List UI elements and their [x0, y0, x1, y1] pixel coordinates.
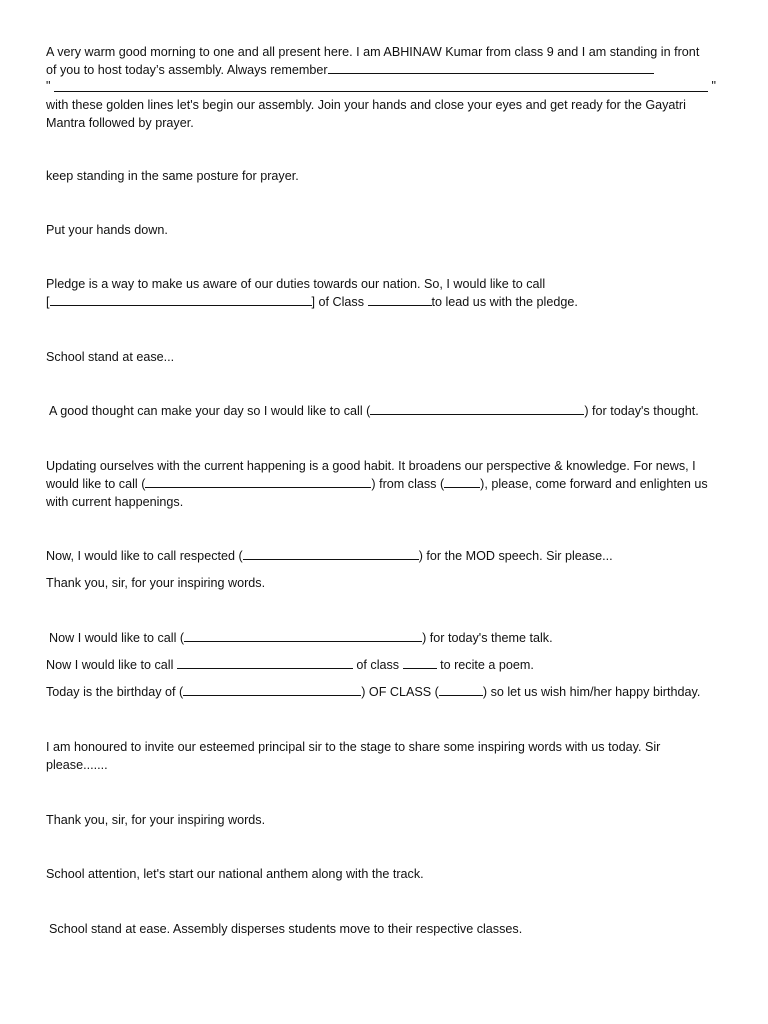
- mod-end-text: ) for the MOD speech. Sir please...: [418, 549, 613, 563]
- poem-line: [46, 656, 726, 674]
- news-name-blank[interactable]: [145, 475, 371, 488]
- thank-you-line-1: Thank you, sir, for your inspiring words.: [46, 576, 266, 590]
- stand-at-ease-line: School stand at ease...: [46, 350, 175, 364]
- thought-start-text: A good thought can make your day so I would like to call (: [49, 404, 371, 418]
- mod-line: [46, 547, 726, 565]
- theme-line-inner: [49, 629, 729, 647]
- poem-line-inner: [46, 656, 726, 674]
- pledge-class-blank[interactable]: [368, 293, 432, 306]
- golden-lines-quote-blank[interactable]: [46, 80, 716, 96]
- hands-down-line: Put your hands down.: [46, 223, 168, 237]
- theme-end-text: ) for today's theme talk.: [422, 631, 553, 645]
- pledge-class-text: ] of Class: [311, 295, 364, 309]
- poem-name-blank[interactable]: [177, 656, 353, 669]
- pledge-name-blank[interactable]: [50, 293, 312, 306]
- news-paragraph: [46, 457, 726, 511]
- principal-line-1: I am honoured to invite our esteemed principal sir to the stage to share some inspiring words with us today. Sir: [46, 740, 661, 754]
- intro-line-1: A very warm good morning to one and all present here. I am ABHINAW Kumar from class 9 and I am standing in front: [46, 45, 700, 59]
- poem-start-text: Now I would like to call: [46, 658, 174, 672]
- mod-line-inner: [46, 547, 726, 565]
- closing-line: School stand at ease. Assembly disperses students move to their respective classes.: [49, 922, 523, 936]
- birthday-end-text: ) so let us wish him/her happy birthday.: [482, 685, 701, 699]
- birthday-name-blank[interactable]: [183, 683, 361, 696]
- thank-you-line-2: Thank you, sir, for your inspiring words.: [46, 813, 266, 827]
- theme-name-blank[interactable]: [184, 629, 422, 642]
- quote-open-mark: ": [46, 79, 51, 93]
- thought-end-text: ) for today's thought.: [584, 404, 699, 418]
- birthday-class-blank[interactable]: [439, 683, 483, 696]
- thought-name-blank[interactable]: [370, 402, 584, 415]
- birthday-start-text: Today is the birthday of (: [46, 685, 184, 699]
- quote-close-mark: ": [711, 79, 716, 93]
- principal-line-2: please.......: [46, 758, 108, 772]
- news-line-2: [46, 475, 726, 493]
- birthday-class-text: ) OF CLASS (: [361, 685, 439, 699]
- news-end-text: ), please, come forward and enlighten us: [480, 477, 708, 491]
- intro-paragraph: [46, 43, 726, 79]
- principal-paragraph: [46, 738, 726, 774]
- news-start-text: would like to call (: [46, 477, 146, 491]
- prayer-line: keep standing in the same posture for prayer.: [46, 169, 299, 183]
- poem-class-blank[interactable]: [403, 656, 437, 669]
- news-line-1: Updating ourselves with the current happening is a good habit. It broadens our perspective & knowledge. For news, I: [46, 459, 696, 473]
- pledge-line-1: Pledge is a way to make us aware of our duties towards our nation. So, I would like to call: [46, 277, 546, 291]
- mod-name-blank[interactable]: [243, 547, 419, 560]
- intro-line-4: Mantra followed by prayer.: [46, 116, 194, 130]
- theme-start-text: Now I would like to call (: [49, 631, 185, 645]
- intro-paragraph-cont: [46, 96, 726, 132]
- news-line-3: with current happenings.: [46, 495, 184, 509]
- intro-line-3: with these golden lines let's begin our assembly. Join your hands and close your eyes and get ready for the Gayatri: [46, 98, 686, 112]
- pledge-paragraph: [46, 275, 726, 311]
- news-class-blank[interactable]: [444, 475, 480, 488]
- thought-line: [49, 402, 729, 420]
- mod-start-text: Now, I would like to call respected (: [46, 549, 243, 563]
- poem-class-text: of class: [356, 658, 400, 672]
- pledge-bracket-open: [: [46, 295, 50, 309]
- poem-end-text: to recite a poem.: [440, 658, 534, 672]
- pledge-end-text: to lead us with the pledge.: [431, 295, 578, 309]
- pledge-line-2: [46, 293, 726, 311]
- intro-line-2: [46, 61, 726, 79]
- news-class-text: ) from class (: [371, 477, 445, 491]
- theme-line: [49, 629, 729, 647]
- quote-rule: [54, 91, 708, 92]
- birthday-line-inner: [46, 683, 726, 701]
- birthday-line: [46, 683, 726, 701]
- remember-quote-blank[interactable]: [328, 61, 654, 74]
- intro-line-2-text: of you to host today’s assembly. Always remember: [46, 63, 328, 77]
- anthem-line: School attention, let's start our national anthem along with the track.: [46, 867, 424, 881]
- thought-line-inner: [49, 402, 729, 420]
